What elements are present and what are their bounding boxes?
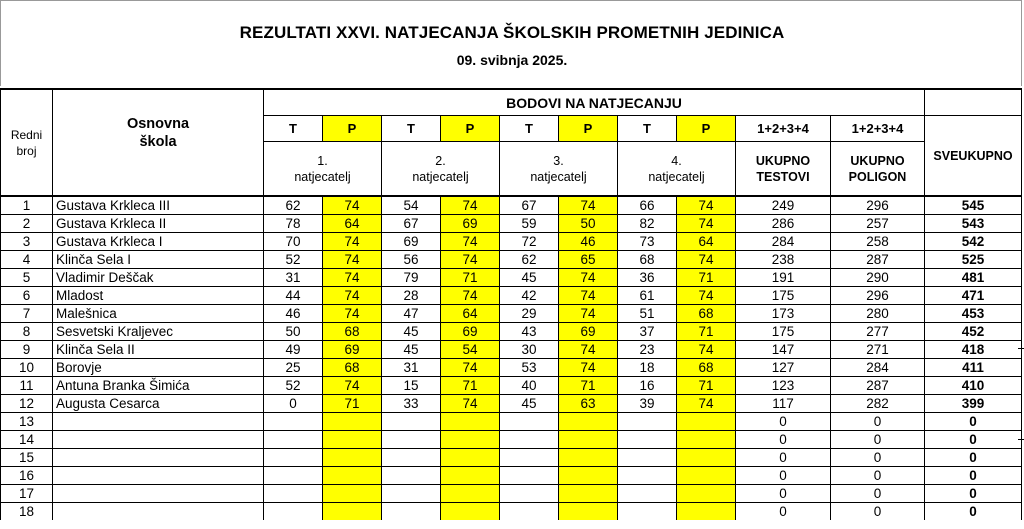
cell-skola (53, 485, 264, 503)
cell-p4: 74 (677, 287, 736, 305)
cell-ukupno-poligon: 0 (831, 431, 925, 449)
header-skola-line1: Osnovna (126, 115, 190, 132)
cell-t4: 82 (618, 215, 677, 233)
cell-p3: 74 (559, 287, 618, 305)
cell-p2 (441, 449, 500, 467)
table-row (1, 485, 1022, 503)
cell-p2: 69 (441, 215, 500, 233)
header-sve-spacer (925, 89, 1022, 116)
cell-ukupno-testovi: 147 (736, 341, 831, 359)
cell-p2: 74 (441, 395, 500, 413)
document-title: REZULTATI XXVI. NATJECANJA ŠKOLSKIH PROMETNIH JEDINICA (239, 23, 785, 42)
cell-ukupno-poligon: 0 (831, 467, 925, 485)
cell-redni-broj: 4 (1, 251, 53, 269)
cell-ukupno-poligon: 296 (831, 196, 925, 215)
cell-t3 (500, 485, 559, 503)
cell-p3 (559, 431, 618, 449)
cell-t1: 25 (264, 359, 323, 377)
cell-sveukupno: 0 (925, 449, 1022, 467)
header-sveukupno: SVEUKUPNO (925, 116, 1022, 197)
cell-t3 (500, 431, 559, 449)
cell-p1 (323, 503, 382, 521)
cell-p1 (323, 431, 382, 449)
header-skola-line2: škola (139, 133, 177, 150)
cell-t3: 42 (500, 287, 559, 305)
header-redni-line2: broj (16, 143, 37, 158)
cell-ukupno-poligon: 258 (831, 233, 925, 251)
cell-ukupno-poligon: 290 (831, 269, 925, 287)
cell-sveukupno: 545 (925, 196, 1022, 215)
cell-ukupno-poligon: 277 (831, 323, 925, 341)
cell-t3: 45 (500, 269, 559, 287)
cell-t3: 30 (500, 341, 559, 359)
header-natjecatelj-2-label: natjecatelj (412, 169, 469, 184)
cell-p1: 74 (323, 196, 382, 215)
cell-p4 (677, 485, 736, 503)
cell-t1 (264, 485, 323, 503)
table-row (1, 269, 1022, 287)
table-row (1, 196, 1022, 215)
cell-p2: 74 (441, 359, 500, 377)
header-t3: T (500, 116, 559, 142)
cell-ukupno-poligon: 257 (831, 215, 925, 233)
cell-sveukupno: 471 (925, 287, 1022, 305)
cell-ukupno-testovi: 0 (736, 467, 831, 485)
cell-sveukupno: 453 (925, 305, 1022, 323)
cell-p3: 71 (559, 377, 618, 395)
cell-t1: 52 (264, 251, 323, 269)
table-row (1, 467, 1022, 485)
cell-t4: 16 (618, 377, 677, 395)
cell-skola: Klinča Sela II (53, 341, 264, 359)
header-n2: 2. (435, 153, 446, 168)
cell-t3: 40 (500, 377, 559, 395)
cell-t4 (618, 431, 677, 449)
cell-p2: 64 (441, 305, 500, 323)
cell-t2: 28 (382, 287, 441, 305)
cell-redni-broj: 3 (1, 233, 53, 251)
cell-t3: 43 (500, 323, 559, 341)
cell-p1: 74 (323, 269, 382, 287)
cell-p4: 68 (677, 305, 736, 323)
cell-p2 (441, 485, 500, 503)
cell-p1: 64 (323, 215, 382, 233)
table-row (1, 251, 1022, 269)
cell-t3: 53 (500, 359, 559, 377)
cell-ukupno-poligon: 287 (831, 377, 925, 395)
header-t2: T (382, 116, 441, 142)
cell-redni-broj: 2 (1, 215, 53, 233)
header-natjecatelj-1-label: natjecatelj (294, 169, 351, 184)
cell-skola: Gustava Krkleca III (53, 196, 264, 215)
cell-t2: 69 (382, 233, 441, 251)
cell-t3: 59 (500, 215, 559, 233)
cell-p3 (559, 467, 618, 485)
cell-ukupno-testovi: 286 (736, 215, 831, 233)
cell-t3: 72 (500, 233, 559, 251)
cell-t3 (500, 467, 559, 485)
cell-skola (53, 449, 264, 467)
cell-p2: 74 (441, 251, 500, 269)
cell-sveukupno: 418 (925, 341, 1022, 359)
header-ukupno-label-2: UKUPNO (850, 153, 905, 168)
cell-redni-broj: 12 (1, 395, 53, 413)
cell-p3: 74 (559, 359, 618, 377)
header-n4: 4. (671, 153, 682, 168)
cell-ukupno-testovi: 238 (736, 251, 831, 269)
cell-t2: 56 (382, 251, 441, 269)
cell-sveukupno: 543 (925, 215, 1022, 233)
table-row (1, 395, 1022, 413)
header-testovi-label: TESTOVI (756, 169, 810, 184)
cell-t4 (618, 413, 677, 431)
cell-ukupno-testovi: 0 (736, 413, 831, 431)
header-osnovna-skola (53, 89, 264, 196)
cell-t4: 73 (618, 233, 677, 251)
cell-p2: 74 (441, 287, 500, 305)
cell-t4: 36 (618, 269, 677, 287)
cell-p4 (677, 467, 736, 485)
cell-t4: 23 (618, 341, 677, 359)
cell-skola: Antuna Branka Šimića (53, 377, 264, 395)
table-row (1, 323, 1022, 341)
cell-t3: 45 (500, 395, 559, 413)
cell-skola: Klinča Sela I (53, 251, 264, 269)
header-p2: P (441, 116, 500, 142)
cell-ukupno-testovi: 191 (736, 269, 831, 287)
cell-sveukupno: 410 (925, 377, 1022, 395)
cell-sveukupno: 0 (925, 467, 1022, 485)
cell-t2: 67 (382, 215, 441, 233)
header-t1: T (264, 116, 323, 142)
cell-p4: 74 (677, 395, 736, 413)
cell-t2 (382, 413, 441, 431)
cell-t4: 68 (618, 251, 677, 269)
table-row (1, 287, 1022, 305)
header-ukupno-testovi (736, 142, 831, 197)
cell-ukupno-poligon: 0 (831, 413, 925, 431)
header-sum-testovi: 1+2+3+4 (736, 116, 831, 142)
cell-redni-broj: 8 (1, 323, 53, 341)
cell-p4 (677, 431, 736, 449)
cell-ukupno-poligon: 296 (831, 287, 925, 305)
cell-ukupno-testovi: 117 (736, 395, 831, 413)
title-area (0, 0, 1022, 86)
cell-ukupno-poligon: 280 (831, 305, 925, 323)
cell-t2: 15 (382, 377, 441, 395)
cell-redni-broj: 16 (1, 467, 53, 485)
cell-p2 (441, 413, 500, 431)
header-natjecatelj-3-label: natjecatelj (530, 169, 587, 184)
cell-p1 (323, 485, 382, 503)
cell-p2 (441, 431, 500, 449)
cell-t1: 50 (264, 323, 323, 341)
cell-p4: 71 (677, 377, 736, 395)
cell-ukupno-poligon: 0 (831, 485, 925, 503)
cell-ukupno-testovi: 0 (736, 485, 831, 503)
cell-t1 (264, 449, 323, 467)
cell-p3: 50 (559, 215, 618, 233)
cell-ukupno-poligon: 282 (831, 395, 925, 413)
cell-ukupno-testovi: 0 (736, 503, 831, 521)
cell-sveukupno: 481 (925, 269, 1022, 287)
cell-t4 (618, 485, 677, 503)
header-natjecatelj-2 (382, 142, 500, 197)
cell-t1: 52 (264, 377, 323, 395)
cell-redni-broj: 5 (1, 269, 53, 287)
cell-t1: 46 (264, 305, 323, 323)
cell-ukupno-testovi: 284 (736, 233, 831, 251)
cell-t4: 66 (618, 196, 677, 215)
results-table (0, 88, 1022, 520)
cell-redni-broj: 1 (1, 196, 53, 215)
cell-p4: 64 (677, 233, 736, 251)
cell-p3: 69 (559, 323, 618, 341)
cell-t1 (264, 467, 323, 485)
cell-redni-broj: 11 (1, 377, 53, 395)
cell-p2 (441, 467, 500, 485)
cell-p4: 71 (677, 323, 736, 341)
cell-sveukupno: 0 (925, 431, 1022, 449)
cell-ukupno-poligon: 0 (831, 449, 925, 467)
cell-p4: 68 (677, 359, 736, 377)
cell-p4 (677, 449, 736, 467)
header-p4: P (677, 116, 736, 142)
table-row (1, 215, 1022, 233)
cell-p1: 74 (323, 305, 382, 323)
cell-t2 (382, 467, 441, 485)
table-row (1, 341, 1022, 359)
cell-p4: 74 (677, 215, 736, 233)
cell-skola: Augusta Cesarca (53, 395, 264, 413)
cell-p1: 74 (323, 377, 382, 395)
cell-t1: 62 (264, 196, 323, 215)
header-n1: 1. (317, 153, 328, 168)
cell-p4 (677, 413, 736, 431)
cell-ukupno-testovi: 0 (736, 449, 831, 467)
cell-t3: 62 (500, 251, 559, 269)
cell-p2: 69 (441, 323, 500, 341)
cell-t1: 78 (264, 215, 323, 233)
cell-ukupno-poligon: 284 (831, 359, 925, 377)
cell-p4: 74 (677, 196, 736, 215)
cell-p4: 74 (677, 341, 736, 359)
cell-t3 (500, 503, 559, 521)
cell-ukupno-testovi: 173 (736, 305, 831, 323)
header-natjecatelj-4 (618, 142, 736, 197)
cell-p4: 71 (677, 269, 736, 287)
cell-t3: 29 (500, 305, 559, 323)
cell-ukupno-testovi: 127 (736, 359, 831, 377)
cell-t1: 31 (264, 269, 323, 287)
cell-t2: 54 (382, 196, 441, 215)
cell-skola (53, 467, 264, 485)
cell-p1: 69 (323, 341, 382, 359)
cell-t2: 31 (382, 359, 441, 377)
table-row (1, 233, 1022, 251)
cell-t3 (500, 413, 559, 431)
cell-t1: 0 (264, 395, 323, 413)
header-n3: 3. (553, 153, 564, 168)
cell-redni-broj: 6 (1, 287, 53, 305)
header-ukupno-poligon (831, 142, 925, 197)
cell-sveukupno: 411 (925, 359, 1022, 377)
cell-t2: 33 (382, 395, 441, 413)
cell-p1: 68 (323, 359, 382, 377)
cell-skola (53, 503, 264, 521)
cell-t1 (264, 413, 323, 431)
cell-t2 (382, 503, 441, 521)
cell-p2: 54 (441, 341, 500, 359)
cell-t2: 45 (382, 341, 441, 359)
cell-skola: Gustava Krkleca I (53, 233, 264, 251)
cell-p3 (559, 503, 618, 521)
cell-redni-broj: 17 (1, 485, 53, 503)
header-t4: T (618, 116, 677, 142)
cell-p1 (323, 449, 382, 467)
table-row (1, 431, 1022, 449)
cell-sveukupno: 525 (925, 251, 1022, 269)
cell-t1 (264, 503, 323, 521)
cell-t4 (618, 467, 677, 485)
cell-t1 (264, 431, 323, 449)
cell-p1: 74 (323, 233, 382, 251)
cell-ukupno-testovi: 175 (736, 323, 831, 341)
cell-ukupno-testovi: 175 (736, 287, 831, 305)
cell-skola: Malešnica (53, 305, 264, 323)
cell-skola: Borovje (53, 359, 264, 377)
cell-p1 (323, 413, 382, 431)
cell-sveukupno: 0 (925, 503, 1022, 521)
cell-p2 (441, 503, 500, 521)
header-redni-line1: Redni (10, 127, 43, 142)
cell-sveukupno: 542 (925, 233, 1022, 251)
cell-t2: 47 (382, 305, 441, 323)
cell-t1: 44 (264, 287, 323, 305)
cell-t2 (382, 449, 441, 467)
cell-ukupno-testovi: 123 (736, 377, 831, 395)
header-p1: P (323, 116, 382, 142)
cell-t4: 61 (618, 287, 677, 305)
header-ukupno-label-1: UKUPNO (755, 153, 811, 168)
cell-skola: Vladimir Deščak (53, 269, 264, 287)
cell-t2: 79 (382, 269, 441, 287)
cell-t1: 49 (264, 341, 323, 359)
cell-p1: 74 (323, 287, 382, 305)
cell-redni-broj: 10 (1, 359, 53, 377)
cell-skola (53, 431, 264, 449)
header-natjecatelj-1 (264, 142, 382, 197)
cell-redni-broj: 7 (1, 305, 53, 323)
cell-ukupno-testovi: 0 (736, 431, 831, 449)
cell-p2: 74 (441, 233, 500, 251)
cell-skola: Sesvetski Kraljevec (53, 323, 264, 341)
cell-sveukupno: 0 (925, 413, 1022, 431)
cell-p3: 46 (559, 233, 618, 251)
cell-p4: 74 (677, 251, 736, 269)
cell-t4: 18 (618, 359, 677, 377)
cell-t4 (618, 503, 677, 521)
cell-p1: 68 (323, 323, 382, 341)
cell-p1 (323, 467, 382, 485)
header-redni-broj (1, 89, 53, 196)
table-row (1, 359, 1022, 377)
header-natjecatelj-4-label: natjecatelj (648, 169, 705, 184)
cell-redni-broj: 9 (1, 341, 53, 359)
table-row (1, 413, 1022, 431)
cell-p3: 65 (559, 251, 618, 269)
cell-skola: Gustava Krkleca II (53, 215, 264, 233)
cell-p3: 74 (559, 341, 618, 359)
cell-p3 (559, 449, 618, 467)
cell-ukupno-poligon: 0 (831, 503, 925, 521)
cell-p3 (559, 413, 618, 431)
cell-t4: 39 (618, 395, 677, 413)
header-p3: P (559, 116, 618, 142)
sheet-edge-mark (1018, 439, 1024, 440)
header-natjecatelj-3 (500, 142, 618, 197)
cell-p3: 63 (559, 395, 618, 413)
cell-sveukupno: 399 (925, 395, 1022, 413)
cell-skola: Mladost (53, 287, 264, 305)
cell-t4 (618, 449, 677, 467)
header-bodovi: BODOVI NA NATJECANJU (264, 89, 925, 116)
cell-t4: 37 (618, 323, 677, 341)
cell-redni-broj: 18 (1, 503, 53, 521)
cell-skola (53, 413, 264, 431)
cell-p1: 71 (323, 395, 382, 413)
cell-p3: 74 (559, 269, 618, 287)
cell-t3 (500, 449, 559, 467)
cell-sveukupno: 452 (925, 323, 1022, 341)
cell-p3 (559, 485, 618, 503)
document-date: 09. svibnja 2025. (456, 52, 568, 68)
cell-redni-broj: 14 (1, 431, 53, 449)
table-row (1, 377, 1022, 395)
cell-p3: 74 (559, 305, 618, 323)
cell-t4: 51 (618, 305, 677, 323)
cell-t2: 45 (382, 323, 441, 341)
cell-p2: 71 (441, 377, 500, 395)
cell-p2: 74 (441, 196, 500, 215)
sheet-edge-mark (1018, 348, 1024, 349)
table-row (1, 503, 1022, 521)
cell-p2: 71 (441, 269, 500, 287)
cell-redni-broj: 15 (1, 449, 53, 467)
cell-p3: 74 (559, 196, 618, 215)
cell-t2 (382, 431, 441, 449)
cell-t2 (382, 485, 441, 503)
cell-ukupno-testovi: 249 (736, 196, 831, 215)
cell-t1: 70 (264, 233, 323, 251)
header-poligon-label: POLIGON (848, 169, 907, 184)
cell-ukupno-poligon: 271 (831, 341, 925, 359)
cell-t3: 67 (500, 196, 559, 215)
cell-sveukupno: 0 (925, 485, 1022, 503)
cell-ukupno-poligon: 287 (831, 251, 925, 269)
cell-redni-broj: 13 (1, 413, 53, 431)
table-row (1, 449, 1022, 467)
header-sum-poligon: 1+2+3+4 (831, 116, 925, 142)
cell-p4 (677, 503, 736, 521)
cell-p1: 74 (323, 251, 382, 269)
table-row (1, 305, 1022, 323)
